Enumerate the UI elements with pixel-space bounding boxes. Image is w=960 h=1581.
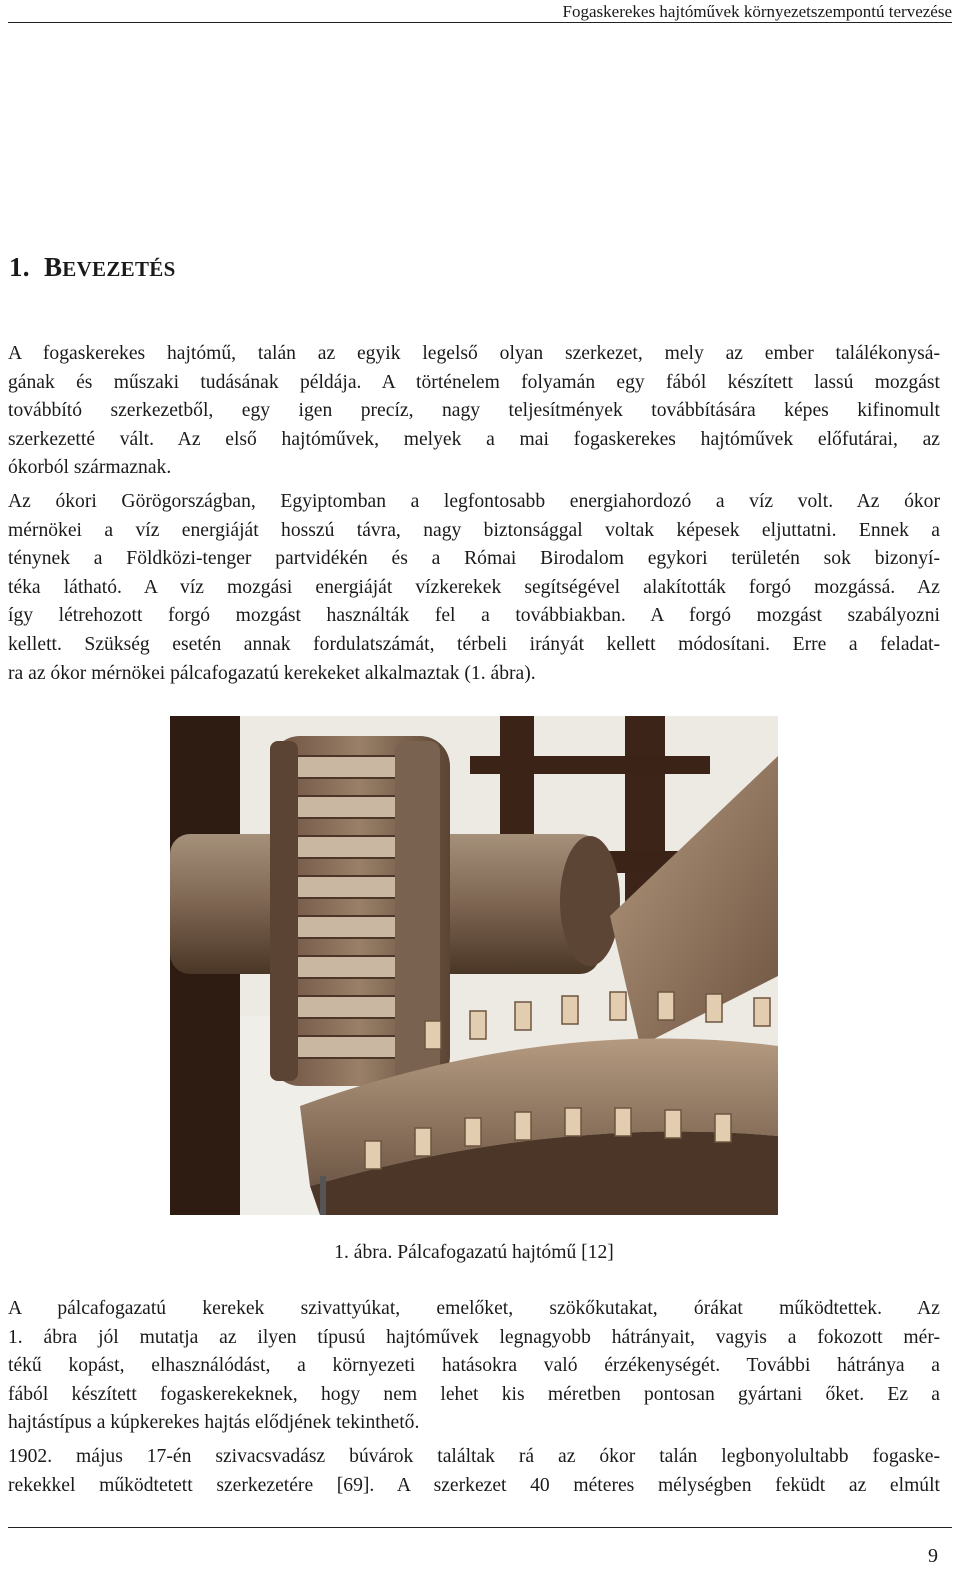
text-line: rekekkel működtetett szerkezetére [69]. A szerkezet 40 méteres mélységben feküdt az elmúlt	[8, 1474, 940, 1496]
page-number: 9	[928, 1545, 938, 1567]
text-line: hajtástípus a kúpkerekes hajtás elődjének tekinthető.	[8, 1412, 420, 1434]
text-line: ókorból származnak.	[8, 457, 172, 479]
chapter-number: 1.	[9, 252, 30, 282]
text-line: fából készített fogaskerekeknek, hogy nem lehet kis méretben pontosan gyártani őket. Ez a	[8, 1383, 940, 1405]
text-line: mérnökei a víz energiáját hosszú távra, nagy biztonsággal voltak képesek eljuttatni. Ennek a	[8, 519, 940, 541]
discovery-paragraph	[8, 1443, 940, 1500]
gear-photo	[170, 716, 778, 1215]
text-line: A pálcafogazatú kerekek szivattyúkat, emelőket, szökőkutakat, órákat működtettek. Az	[8, 1298, 940, 1319]
text-line: A fogaskerekes hajtómű, talán az egyik legelső olyan szerkezet, mely az ember találékonysá-	[8, 343, 940, 364]
text-line: ténynek a Földközi-tenger partvidékén és a Római Birodalom egykori területén sok bizonyí-	[8, 548, 940, 570]
text-line: 1. ábra jól mutatja az ilyen típusú hajtóművek legnagyobb hátrányait, vagyis a fokozott mér-	[8, 1326, 940, 1348]
text-line: szerkezetté vált. Az első hajtóművek, melyek a mai fogaskerekes hajtóművek előfutárai, az	[8, 428, 940, 450]
drawbacks-paragraph	[8, 1295, 940, 1438]
text-line: Az ókori Görögországban, Egyiptomban a legfontosabb energiahordozó a víz volt. Az ókor	[8, 491, 940, 512]
chapter-title-rest: EVEZETÉS	[62, 257, 176, 281]
text-line: gának és műszaki tudásának példája. A történelem folyamán egy fából készített lassú mozgást	[8, 371, 940, 393]
chapter-heading	[9, 252, 176, 283]
running-header: Fogaskerekes hajtóművek környezetszempontú tervezése	[562, 2, 952, 21]
text-line: 1902. május 17-én szivacsvadász búvárok találtak rá az ókor talán legbonyolultabb fogaske-	[8, 1446, 940, 1467]
text-line: így létrehozott forgó mozgást használták fel a továbbiakban. A forgó mozgást szabályozni	[8, 605, 940, 627]
intro-paragraph	[8, 340, 940, 483]
ancient-energy-paragraph	[8, 488, 940, 688]
text-line: téka látható. A víz mozgási energiáját vízkerekek segítségével alakították forgó mozgássá. Az	[8, 576, 940, 598]
figure-caption: 1. ábra. Pálcafogazatú hajtómű [12]	[334, 1242, 614, 1263]
text-line: továbbító szerkezetből, egy igen precíz, nagy teljesítmények továbbítására képes kifinomult	[8, 400, 940, 422]
text-line: kellett. Szükség esetén annak fordulatszámát, térbeli irányát kellett módosítani. Erre a feladat-	[8, 633, 940, 655]
header-divider	[8, 22, 952, 23]
chapter-title-initial: B	[43, 252, 63, 282]
text-line: tékű kopást, elhasználódást, a környezeti hatásokra való érzékenységét. További hátránya a	[8, 1355, 940, 1377]
footer-divider	[8, 1527, 952, 1528]
text-line: ra az ókor mérnökei pálcafogazatú kerekeket alkalmaztak (1. ábra).	[8, 662, 536, 684]
